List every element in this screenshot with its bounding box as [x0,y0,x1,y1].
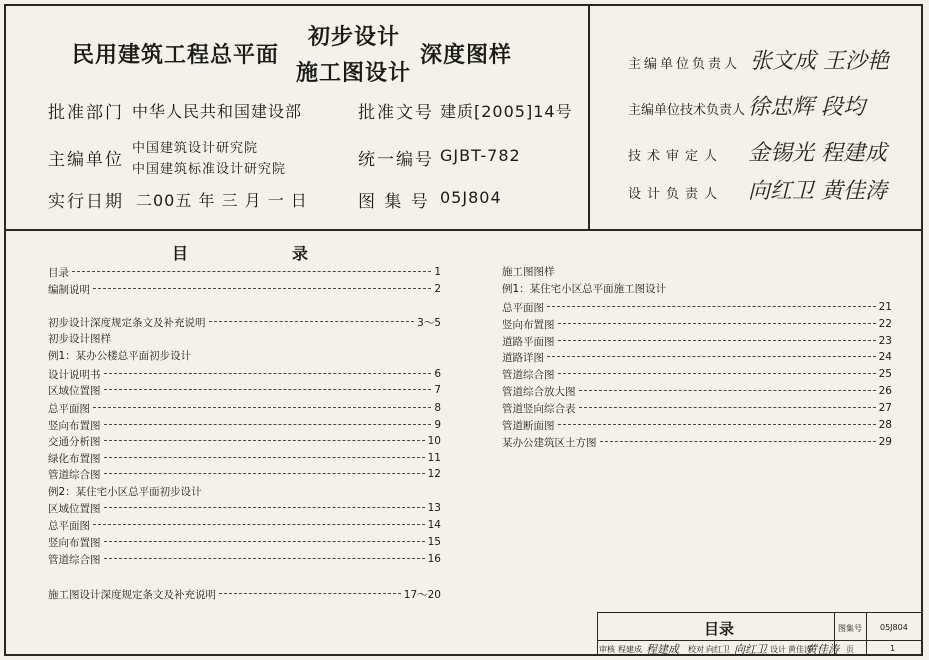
check-signature: 向红卫 [734,643,767,656]
title-block-page-value: 1 [890,644,896,653]
toc-entry-leader [104,457,425,458]
toc-entry-page: 16 [427,553,441,565]
toc-entry-title: 总平面图 [48,402,90,415]
toc-entry-leader [600,441,876,442]
signature-tech-review: 金锡光 程建成 [748,141,887,166]
toc-entry[interactable] [48,434,441,448]
design-name: 黄佳涛 [788,645,812,654]
approval-dept-value: 中华人民共和国建设部 [132,102,303,121]
toc-entry-leader [104,440,425,441]
toc-entry[interactable] [502,300,892,314]
toc-entry-page: 17～20 [403,588,441,601]
toc-entry-leader [104,541,425,542]
toc-entry-title: 竖向布置图 [48,419,101,432]
toc-entry-leader [547,356,876,357]
toc-entry[interactable] [48,282,441,296]
atlas-label: 图 集 号 [358,192,430,212]
review-name: 程建成 [618,645,642,654]
toc-entry[interactable] [502,418,892,432]
editor-label: 主编单位 [48,150,124,170]
header-divider [4,229,923,231]
role-editor-head: 主编单位负责人 [628,57,741,72]
role-tech-head: 主编单位技术负责人 [628,103,746,118]
title-mid-top: 初步设计 [308,25,401,50]
toc-entry-title: 设计说明书 [48,368,101,381]
design-label: 设计 [770,645,786,654]
toc-entry[interactable] [48,451,441,465]
signature-divider [588,4,590,230]
toc-entry-leader [93,288,431,289]
toc-entry-title: 管道综合图 [502,368,555,381]
toc-entry-page: 25 [878,368,892,380]
toc-section-heading: 例1：某住宅小区总平面施工图设计 [502,283,667,295]
toc-section-heading: 初步设计图样 [48,333,111,345]
toc-entry-title: 道路详图 [502,351,544,364]
approval-doc-value: 建质[2005]14号 [440,102,573,121]
toc-entry[interactable] [48,265,441,279]
editor-value-2: 中国建筑标准设计研究院 [132,162,287,177]
toc-entry[interactable] [48,401,441,415]
toc-entry-title: 编制说明 [48,283,90,296]
signature-design-lead: 向红卫 黄佳涛 [748,179,887,204]
title-mid-bottom: 施工图设计 [296,61,412,86]
toc-entry-page: 14 [427,519,441,531]
approval-doc-label: 批准文号 [358,103,434,123]
toc-entry-leader [104,424,432,425]
toc-entry[interactable] [48,367,441,381]
toc-entry-leader [579,407,876,408]
toc-entry-page: 11 [427,452,441,464]
toc-entry[interactable] [48,587,441,601]
toc-entry-title: 目录 [48,266,69,279]
role-tech-review: 技术审定人 [628,149,724,164]
toc-entry-title: 管道断面图 [502,419,555,432]
toc-entry-page: 9 [434,419,441,431]
toc-entry-page: 13 [427,502,441,514]
toc-entry[interactable] [502,384,892,398]
toc-title-1: 目 [172,244,189,263]
toc-entry-page: 2 [434,283,441,295]
toc-entry-title: 总平面图 [502,301,544,314]
title-left: 民用建筑工程总平面 [72,43,280,68]
toc-entry-title: 管道综合放大图 [502,385,576,398]
toc-entry-title: 交通分析图 [48,435,101,448]
toc-entry-leader [558,373,876,374]
toc-entry-page: 12 [427,468,441,480]
toc-entry-leader [72,271,431,272]
toc-entry[interactable] [502,435,892,449]
toc-entry-title: 绿化布置图 [48,452,101,465]
toc-entry-title: 某办公建筑区土方图 [502,436,597,449]
toc-entry[interactable] [502,401,892,415]
toc-entry[interactable] [48,552,441,566]
approval-dept-label: 批准部门 [48,103,124,123]
toc-entry-title: 管道竖向综合表 [502,402,576,415]
title-block-atlas-label: 图集号 [838,624,862,633]
review-label: 审核 [599,645,615,654]
role-design-lead: 设计负责人 [628,187,724,202]
toc-entry-page: 7 [434,384,441,396]
toc-entry-title: 区域位置图 [48,502,101,515]
toc-entry[interactable] [48,518,441,532]
toc-entry-leader [579,390,876,391]
toc-entry[interactable] [48,383,441,397]
toc-entry-title: 管道综合图 [48,553,101,566]
toc-entry-leader [209,321,415,322]
editor-value-1: 中国建筑设计研究院 [132,141,259,156]
check-name: 向红卫 [706,645,730,654]
toc-entry-page: 24 [878,351,892,363]
toc-entry[interactable] [48,535,441,549]
title-block-name: 目录 [704,620,735,638]
signature-editor-head: 张文成 王沙艳 [750,49,889,74]
toc-entry-page: 3～5 [417,316,441,329]
toc-title-2: 录 [292,244,309,263]
toc-entry-title: 竖向布置图 [502,318,555,331]
toc-entry-page: 10 [427,435,441,447]
unified-label: 统一编号 [358,150,434,170]
toc-entry-leader [104,389,432,390]
toc-entry-leader [558,340,876,341]
toc-entry-page: 1 [434,266,441,278]
toc-entry[interactable] [48,501,441,515]
toc-entry-title: 竖向布置图 [48,536,101,549]
toc-entry-page: 6 [434,368,441,380]
toc-section-heading: 例2：某住宅小区总平面初步设计 [48,486,202,498]
date-label: 实行日期 [48,192,124,212]
toc-section-heading: 例1：某办公楼总平面初步设计 [48,350,192,362]
toc-entry-page: 22 [878,318,892,330]
toc-entry[interactable] [502,350,892,364]
toc-entry-page: 28 [878,419,892,431]
toc-entry-leader [558,424,876,425]
toc-entry[interactable] [502,367,892,381]
toc-entry-leader [104,558,425,559]
date-value: 二00五 年 三 月 一 日 [136,191,308,210]
toc-entry-page: 26 [878,385,892,397]
design-signature: 黄佳涛 [806,643,839,656]
toc-entry-leader [104,473,425,474]
toc-entry-page: 8 [434,402,441,414]
toc-entry-leader [93,524,425,525]
toc-entry[interactable] [48,418,441,432]
toc-entry-page: 29 [878,436,892,448]
toc-entry-page: 27 [878,402,892,414]
toc-entry-page: 21 [878,301,892,313]
toc-entry[interactable] [48,315,441,329]
title-block-vline-2 [866,612,867,656]
toc-entry-leader [104,507,425,508]
toc-entry-title: 施工图设计深度规定条文及补充说明 [48,588,216,601]
toc-entry-title: 道路平面图 [502,335,555,348]
check-label: 校对 [688,645,704,654]
toc-entry-leader [104,373,432,374]
toc-entry-title: 区域位置图 [48,384,101,397]
toc-entry-leader [219,593,401,594]
atlas-value: 05J804 [440,188,502,207]
signature-tech-head: 徐忠辉 段均 [748,95,865,120]
title-block-atlas-value: 05J804 [880,623,908,632]
toc-entry[interactable] [502,334,892,348]
title-right: 深度图样 [420,43,513,68]
review-signature: 程建成 [646,643,679,656]
toc-entry-page: 23 [878,335,892,347]
toc-section-heading: 施工图图样 [502,266,555,278]
title-block-page-label: 页 [846,645,854,654]
toc-entry-leader [547,306,876,307]
toc-entry-title: 总平面图 [48,519,90,532]
toc-entry-page: 15 [427,536,441,548]
toc-entry-title: 管道综合图 [48,468,101,481]
toc-entry-leader [93,407,431,408]
toc-entry-leader [558,323,876,324]
toc-entry[interactable] [48,467,441,481]
unified-value: GJBT-782 [440,146,521,165]
toc-entry[interactable] [502,317,892,331]
toc-entry-title: 初步设计深度规定条文及补充说明 [48,316,206,329]
